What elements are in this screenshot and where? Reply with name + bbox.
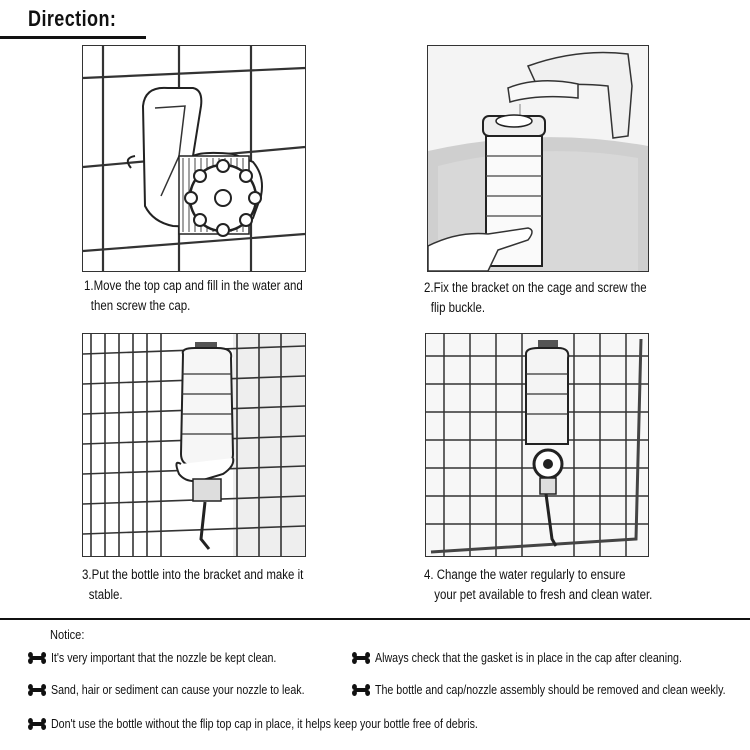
step-4-line-2: your pet available to fresh and clean water. bbox=[434, 587, 653, 602]
step-3-caption bbox=[82, 565, 303, 605]
bone-bullet-icon bbox=[352, 652, 370, 664]
notice-label: Notice: bbox=[50, 627, 85, 642]
step-1-caption bbox=[84, 276, 303, 316]
notice-item-text: It's very important that the nozzle be kept clean. bbox=[50, 650, 277, 665]
step-1-line-1: 1.Move the top cap and fill in the water and bbox=[84, 278, 303, 293]
bone-bullet-icon bbox=[352, 684, 370, 696]
step-3-illustration bbox=[82, 333, 306, 557]
step-2-line-2: flip buckle. bbox=[430, 300, 486, 315]
notice-item bbox=[28, 682, 305, 697]
bone-bullet-icon bbox=[28, 718, 46, 730]
notice-item bbox=[352, 650, 682, 665]
step-2-illustration bbox=[427, 45, 649, 272]
step-4-illustration bbox=[425, 333, 649, 557]
notice-item bbox=[28, 650, 276, 665]
bone-bullet-icon bbox=[28, 684, 46, 696]
notice-item-text: Don't use the bottle without the flip top cap in place, it helps keep your bottle free of debris. bbox=[50, 716, 478, 731]
step-3-line-2: stable. bbox=[88, 587, 123, 602]
step-2-line-1: 2.Fix the bracket on the cage and screw the bbox=[424, 280, 647, 295]
step-1-illustration bbox=[82, 45, 306, 272]
notice-item bbox=[28, 716, 478, 731]
notice-item-text: Sand, hair or sediment can cause your nozzle to leak. bbox=[50, 682, 305, 697]
title-underline bbox=[0, 36, 146, 39]
step-3-line-1: 3.Put the bottle into the bracket and make it bbox=[82, 567, 304, 582]
step-1-line-2: then screw the cap. bbox=[90, 298, 191, 313]
step-4-line-1: 4. Change the water regularly to ensure bbox=[424, 567, 626, 582]
step-2-caption bbox=[424, 278, 647, 318]
notice-divider bbox=[0, 618, 750, 620]
notice-item-text: Always check that the gasket is in place in the cap after cleaning. bbox=[374, 650, 682, 665]
notice-item-text: The bottle and cap/nozzle assembly should be removed and clean weekly. bbox=[374, 682, 726, 697]
page-title: Direction: bbox=[28, 6, 117, 31]
step-4-caption bbox=[424, 565, 652, 605]
bone-bullet-icon bbox=[28, 652, 46, 664]
notice-item bbox=[352, 682, 726, 697]
